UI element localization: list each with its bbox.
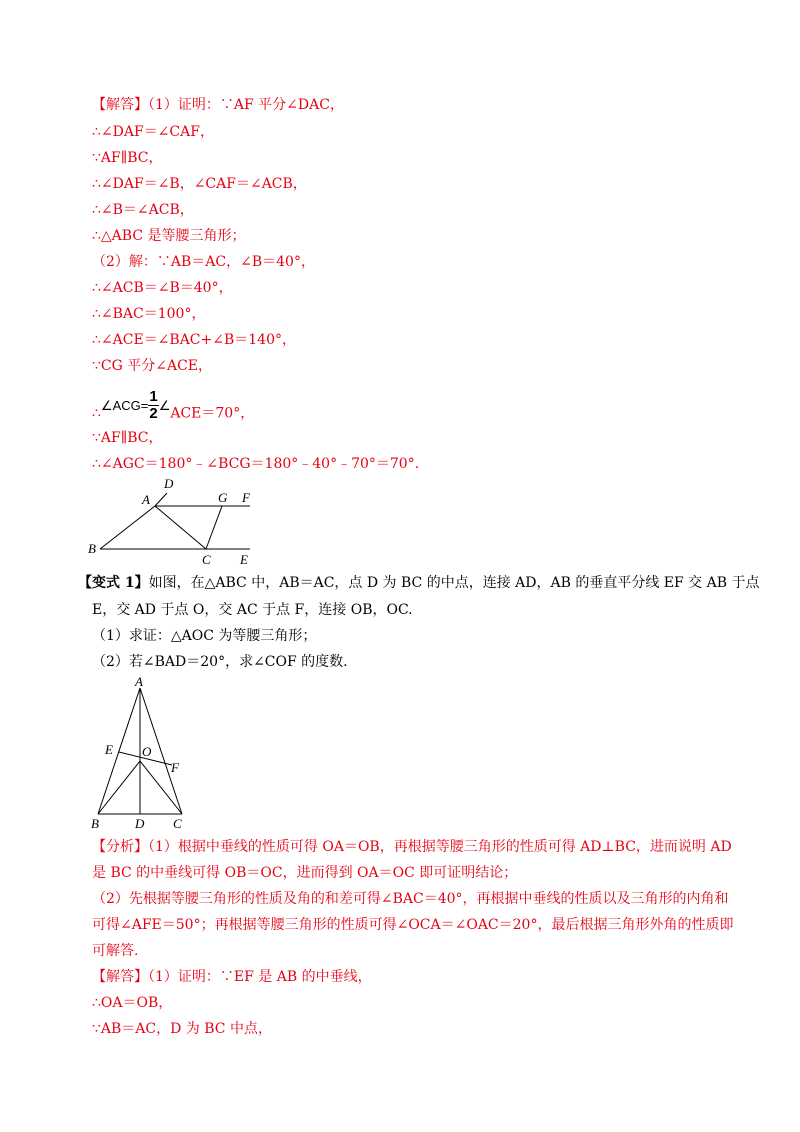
solution2-line-1: 【解答】（1）证明：∵EF 是 AB 的中垂线， <box>92 969 372 985</box>
label-B: B <box>88 541 96 556</box>
solution1-line-3: ∵AF∥BC， <box>92 150 163 166</box>
variant1-question-2: （2）若∠BAD＝20°，求∠COF 的度数. <box>92 654 348 670</box>
solution1-line-8: ∴∠ACB＝∠B＝40°， <box>92 280 233 296</box>
solution1-line-1: 【解答】（1）证明：∵AF 平分∠DAC， <box>92 97 344 113</box>
fraction-image-label: ∠ACG= <box>100 397 149 413</box>
analysis-line-4: 可得∠AFE＝50°；再根据等腰三角形的性质可得∠OCA＝∠OAC＝20°，最后根据三角形外角的性质即 <box>92 917 734 933</box>
solution2-line-3: ∵AB＝AC，D 为 BC 中点， <box>92 1021 272 1037</box>
fraction-denominator: 2 <box>149 405 158 422</box>
fraction-numerator: 1 <box>149 388 158 405</box>
label-B: B <box>91 816 99 831</box>
label-C: C <box>173 816 182 831</box>
fraction-prefix: ∴ <box>92 405 101 422</box>
analysis-line-3: （2）先根据等腰三角形的性质及角的和差可得∠BAC＝40°，再根据中垂线的性质以及三角形的内角和 <box>92 891 729 907</box>
variant1-stem-line-2: E，交 AD 于点 O，交 AC 于点 F，连接 OB，OC. <box>92 602 413 618</box>
label-D: D <box>135 816 145 831</box>
analysis-line-1: 【分析】（1）根据中垂线的性质可得 OA＝OB，再根据等腰三角形的性质可得 AD⊥BC，进而说明 AD <box>92 839 732 855</box>
variant1-tag: 【变式 1】 <box>78 575 149 591</box>
solution1-line-6: ∴△ABC 是等腰三角形； <box>92 228 246 244</box>
label-E: E <box>105 742 113 757</box>
fraction-line <box>92 388 255 430</box>
line-OB <box>98 761 140 814</box>
solution1-line-2: ∴∠DAF＝∠CAF， <box>92 124 214 140</box>
solution1-line-11: ∵CG 平分∠ACE， <box>92 358 213 374</box>
solution1-line-9: ∴∠BAC＝100°， <box>92 306 206 322</box>
analysis-line-2: 是 BC 的中垂线可得 OB＝OC，进而得到 OA＝OC 即可证明结论； <box>92 865 518 881</box>
label-D: D <box>164 476 174 491</box>
label-E: E <box>240 552 248 567</box>
solution1-line-5: ∴∠B＝∠ACB， <box>92 202 194 218</box>
figure-2 <box>85 676 195 836</box>
fraction-half <box>148 389 158 422</box>
variant1-question-1: （1）求证：△AOC 为等腰三角形； <box>92 628 317 644</box>
line-BA <box>100 506 155 549</box>
figure-1 <box>85 476 265 572</box>
figure-1-svg <box>85 476 265 568</box>
label-F: F <box>171 760 179 775</box>
figure-2-svg <box>85 676 195 832</box>
label-C: C <box>202 552 211 567</box>
label-G: G <box>218 490 228 505</box>
solution1-line-7: （2）解：∵AB＝AC，∠B＝40°， <box>92 254 315 270</box>
variant1-stem-text-1: 如图，在△ABC 中，AB＝AC，点 D 为 BC 的中点，连接 AD，AB 的垂直平分线 EF 交 AB 于点 <box>148 575 760 591</box>
solution1-after-line-1: ∵AF∥BC， <box>92 430 163 446</box>
line-AC <box>155 506 206 549</box>
label-A: A <box>135 676 143 689</box>
line-CG <box>206 506 222 549</box>
variant1-stem-line-1 <box>78 573 759 593</box>
line-AD <box>155 493 167 506</box>
fraction-angle-symbol: ∠ <box>158 397 171 413</box>
label-A: A <box>142 492 150 507</box>
label-F: F <box>242 490 250 505</box>
fraction-suffix: ACE＝70°， <box>170 405 255 422</box>
analysis-line-5: 可解答. <box>92 943 139 959</box>
solution1-line-10: ∴∠ACE＝∠BAC+∠B＝140°， <box>92 332 296 348</box>
solution1-after-line-2: ∴∠AGC＝180°﹣∠BCG＝180°﹣40°﹣70°＝70°. <box>92 456 420 472</box>
solution2-line-2: ∴OA＝OB， <box>92 995 173 1011</box>
label-O: O <box>142 744 152 759</box>
solution1-line-4: ∴∠DAF＝∠B，∠CAF＝∠ACB， <box>92 176 307 192</box>
